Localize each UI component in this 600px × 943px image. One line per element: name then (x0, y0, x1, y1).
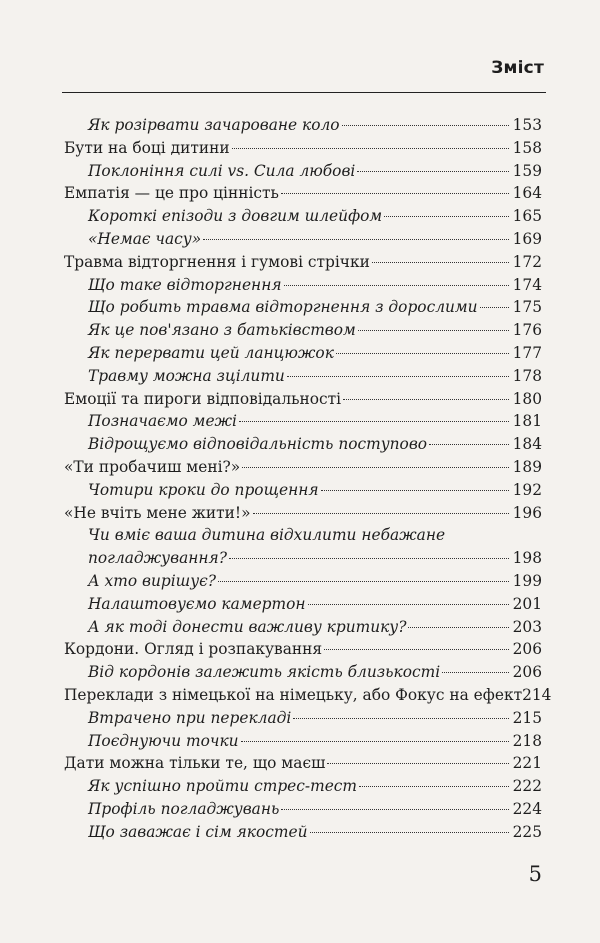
toc-entry-title: Переклади з німецької на німецьку, або Фокус на ефект (64, 685, 523, 704)
toc-entry-title: Короткі епізоди з довгим шлейфом (88, 207, 383, 226)
toc-subentry (64, 775, 542, 798)
toc-page-number: 164 (512, 184, 542, 203)
toc-page-number: 180 (512, 389, 542, 408)
toc-page-number: 192 (512, 480, 542, 499)
toc-subentry (64, 410, 542, 433)
toc-page-number: 203 (512, 617, 542, 636)
toc-page-number: 176 (512, 321, 542, 340)
toc-subentry (64, 821, 542, 844)
toc-page-number: 189 (512, 457, 542, 476)
dot-leader (287, 376, 509, 377)
dot-leader (239, 421, 509, 422)
dot-leader (229, 558, 509, 559)
toc-subentry (64, 433, 542, 456)
toc-page-number: 218 (512, 731, 542, 750)
dot-leader (480, 307, 509, 308)
toc-entry-title: «Не вчіть мене жити!» (64, 503, 251, 522)
toc-page-number: 175 (512, 298, 542, 317)
toc-subentry (64, 319, 542, 342)
toc-entry (64, 251, 542, 274)
dot-leader (358, 330, 509, 331)
dot-leader (357, 171, 508, 172)
toc-subentry (64, 707, 542, 730)
toc-subentry (64, 274, 542, 297)
toc-subentry (64, 160, 542, 183)
dot-leader (408, 627, 508, 628)
dot-leader (336, 353, 509, 354)
toc-entry (64, 502, 542, 525)
page-number: 5 (528, 862, 542, 886)
toc-entry-title: Як перервати цей ланцюжок (88, 343, 334, 362)
toc-entry-title: А хто вирішує? (88, 571, 217, 590)
toc-subentry (64, 593, 542, 616)
toc-entry (64, 684, 552, 707)
toc-entry-title: Травма відторгнення і гумові стрічки (64, 252, 370, 271)
dot-leader (310, 832, 509, 833)
toc-entry (64, 456, 542, 479)
toc-page-number: 196 (512, 503, 542, 522)
toc-subentry (64, 798, 542, 821)
toc-page-number: 165 (512, 207, 542, 226)
toc-entry-title: Чи вміє ваша дитина відхилити небажане (88, 526, 446, 545)
toc-page-number: 214 (522, 685, 552, 704)
dot-leader (442, 672, 508, 673)
toc-page-number: 222 (512, 777, 542, 796)
toc-subentry (64, 616, 542, 639)
dot-leader (284, 285, 509, 286)
toc-entry-title: Поклоніння силі vs. Сила любові (88, 161, 356, 180)
dot-leader (241, 741, 509, 742)
dot-leader (232, 148, 509, 149)
toc-subentry (64, 524, 542, 570)
dot-leader (281, 193, 509, 194)
toc-entry (64, 182, 542, 205)
toc-entry-title: Налаштовуємо камертон (88, 594, 306, 613)
toc-subentry (64, 342, 542, 365)
toc-page-number: 158 (512, 138, 542, 157)
toc-entry-title: Що таке відторгнення (88, 275, 282, 294)
dot-leader (253, 513, 509, 514)
dot-leader (429, 444, 509, 445)
toc-page-number: 169 (512, 229, 542, 248)
toc-page-number: 184 (512, 435, 542, 454)
toc-page-number: 201 (512, 594, 542, 613)
toc-entry-title: Як це пов'язано з батьківством (88, 321, 356, 340)
toc-page-number: 177 (512, 343, 542, 362)
running-head: Зміст (491, 58, 544, 78)
dot-leader (281, 809, 508, 810)
toc-entry-title: Профіль погладжувань (88, 799, 280, 818)
toc-page-number: 215 (512, 708, 542, 727)
toc-entry-title: Чотири кроки до прощення (88, 480, 319, 499)
toc-subentry (64, 365, 542, 388)
toc-entry-title: Емпатія — це про цінність (64, 184, 279, 203)
toc-entry-title: Від кордонів залежить якість близькості (88, 663, 441, 682)
toc-entry (64, 388, 542, 411)
toc-entry-title: Втрачено при перекладі (88, 708, 292, 727)
dot-leader (203, 239, 509, 240)
dot-leader (384, 216, 508, 217)
toc-subentry (64, 228, 542, 251)
toc-entry-title: «Ти пробачиш мені?» (64, 457, 241, 476)
toc-entry-title: Бути на боці дитини (64, 138, 230, 157)
toc-entry-title: Емоції та пироги відповідальності (64, 389, 342, 408)
toc-page-number: 224 (512, 799, 542, 818)
toc-entry (64, 752, 542, 775)
toc-entry-title: Відрощуємо відповідальність поступово (88, 435, 428, 454)
toc-subentry (64, 661, 542, 684)
toc-page-number: 199 (512, 571, 542, 590)
toc-entry-title: Позначаємо межі (88, 412, 237, 431)
toc-subentry (64, 114, 542, 137)
dot-leader (343, 399, 509, 400)
dot-leader (342, 125, 509, 126)
dot-leader (327, 763, 508, 764)
dot-leader (218, 581, 509, 582)
toc-subentry (64, 730, 542, 753)
toc-page-number: 221 (512, 754, 542, 773)
toc-entry-title: Дати можна тільки те, що маєш (64, 754, 326, 773)
toc-entry-title: Як розірвати зачароване коло (88, 116, 340, 134)
toc-entry-title: «Немає часу» (88, 229, 202, 248)
dot-leader (324, 649, 509, 650)
toc-page-number: 181 (512, 412, 542, 431)
table-of-contents (64, 114, 552, 844)
dot-leader (308, 604, 509, 605)
toc-entry-title-continued: погладжування? (88, 549, 227, 568)
dot-leader (372, 262, 509, 263)
toc-entry-title: Поєднуючи точки (88, 731, 239, 750)
toc-page-number: 172 (512, 252, 542, 271)
toc-entry-title: Що робить травма відторгнення з дорослими (88, 298, 478, 317)
dot-leader (293, 718, 508, 719)
toc-entry (64, 137, 542, 160)
dot-leader (321, 490, 509, 491)
dot-leader (242, 467, 508, 468)
header-rule (62, 92, 546, 93)
toc-subentry (64, 570, 542, 593)
toc-entry-title: Як успішно пройти стрес-тест (88, 777, 358, 796)
toc-entry (64, 638, 542, 661)
toc-page-number: 206 (512, 640, 542, 659)
toc-page-number: 206 (512, 663, 542, 682)
toc-page-number: 198 (512, 549, 542, 568)
toc-page-number: 178 (512, 366, 542, 385)
toc-entry-title: Кордони. Огляд і розпакування (64, 640, 323, 659)
toc-entry-title: Що заважає і сім якостей (88, 822, 308, 841)
dot-leader (359, 786, 509, 787)
toc-entry-title: А як тоді донести важливу критику? (88, 617, 407, 636)
toc-subentry (64, 296, 542, 319)
toc-entry-title: Травму можна зцілити (88, 366, 285, 385)
toc-page-number: 159 (512, 161, 542, 180)
toc-subentry (64, 479, 542, 502)
toc-subentry (64, 205, 542, 228)
toc-page-number: 153 (512, 116, 542, 134)
toc-page-number: 225 (512, 822, 542, 841)
toc-page-number: 174 (512, 275, 542, 294)
